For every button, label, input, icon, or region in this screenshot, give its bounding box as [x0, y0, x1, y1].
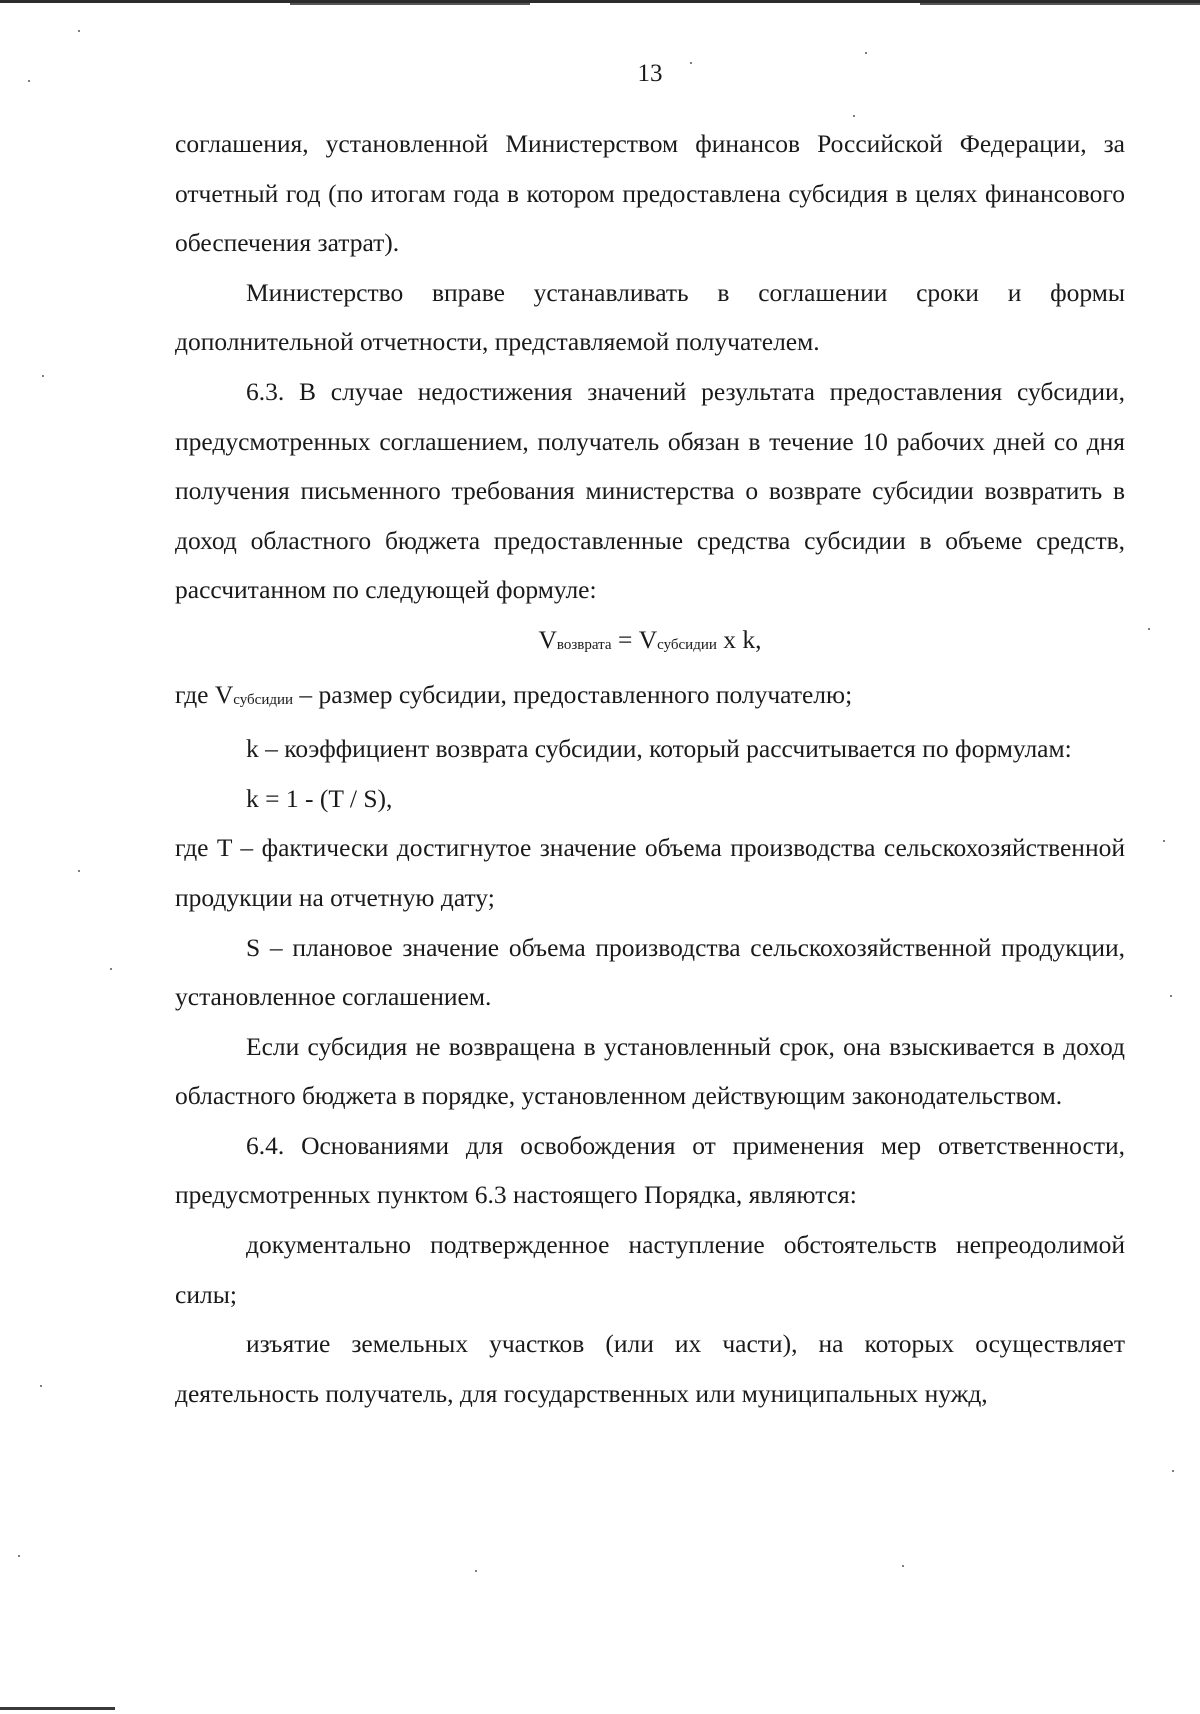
page-number: 13 [637, 60, 663, 87]
scan-speck [1170, 995, 1172, 997]
scan-speck [865, 52, 867, 54]
paragraph: соглашения, установленной Министерством финансов Российской Федерации, за отчетный год (по итогам года в котором предоставлена субсидия в целях финансового обеспечения затрат). [175, 129, 1125, 258]
scan-speck [110, 968, 112, 970]
paragraph: Министерство вправе устанавливать в соглашении сроки и формы дополнительной отчетности, представляемой получателем. [175, 277, 1125, 357]
scan-speck [1163, 840, 1165, 842]
coefficient-formula: k = 1 - (T / S), [246, 783, 393, 813]
scan-speck [1172, 1470, 1174, 1472]
scan-speck [42, 375, 44, 377]
scan-speck [40, 1385, 42, 1387]
bottom-border-line [0, 1707, 115, 1710]
refund-formula: $V_{возврата} = V_{субсидии}$ x k, [538, 624, 762, 654]
scan-speck [18, 1555, 20, 1557]
top-border-segment [290, 3, 530, 5]
document-body [175, 119, 1125, 1418]
paragraph: изъятие земельных участков (или их части), на которых осуществляет деятельность получатель, для государственных или муниципальных нужд, [175, 1329, 1125, 1408]
paragraph: 6.4. Основаниями для освобождения от применения мер ответственности, предусмотренных пунктом 6.3 настоящего Порядка, являются: [175, 1130, 1125, 1210]
scan-speck [78, 30, 80, 32]
top-border-segment [920, 3, 1200, 5]
scan-speck [1148, 628, 1150, 630]
definition-v: где $V_{субсидии}$ – размер субсидии, предоставленного получателю; [175, 679, 853, 709]
scan-speck [690, 62, 692, 64]
scan-speck [78, 870, 80, 872]
definition-s: S – плановое значение объема производства сельскохозяйственной продукции, установленное соглашением. [175, 932, 1125, 1012]
scan-speck [475, 1570, 477, 1572]
definition-t: где T – фактически достигнутое значение объема производства сельскохозяйственной продукции на отчетную дату; [175, 833, 1125, 912]
paragraph: Если субсидия не возвращена в установленный срок, она взыскивается в доход областного бюджета в порядке, установленном действующим законодательством. [175, 1031, 1125, 1111]
scan-speck [853, 115, 855, 117]
paragraph: документально подтвержденное наступление обстоятельств непреодолимой силы; [175, 1230, 1125, 1309]
paragraph: 6.3. В случае недостижения значений результата предоставления субсидии, предусмотренных соглашением, получатель обязан в течение 10 рабочих дней со дня получения письменного требования министерства о возврате субсидии возвратить в доход областного бюджета предоставленные средства субсидии в объеме средств, рассчитанном по следующей формуле: [175, 376, 1125, 605]
scan-speck [902, 1565, 904, 1567]
scan-speck [28, 80, 30, 82]
definition-k: k – коэффициент возврата субсидии, который рассчитывается по формулам: [246, 734, 1072, 764]
